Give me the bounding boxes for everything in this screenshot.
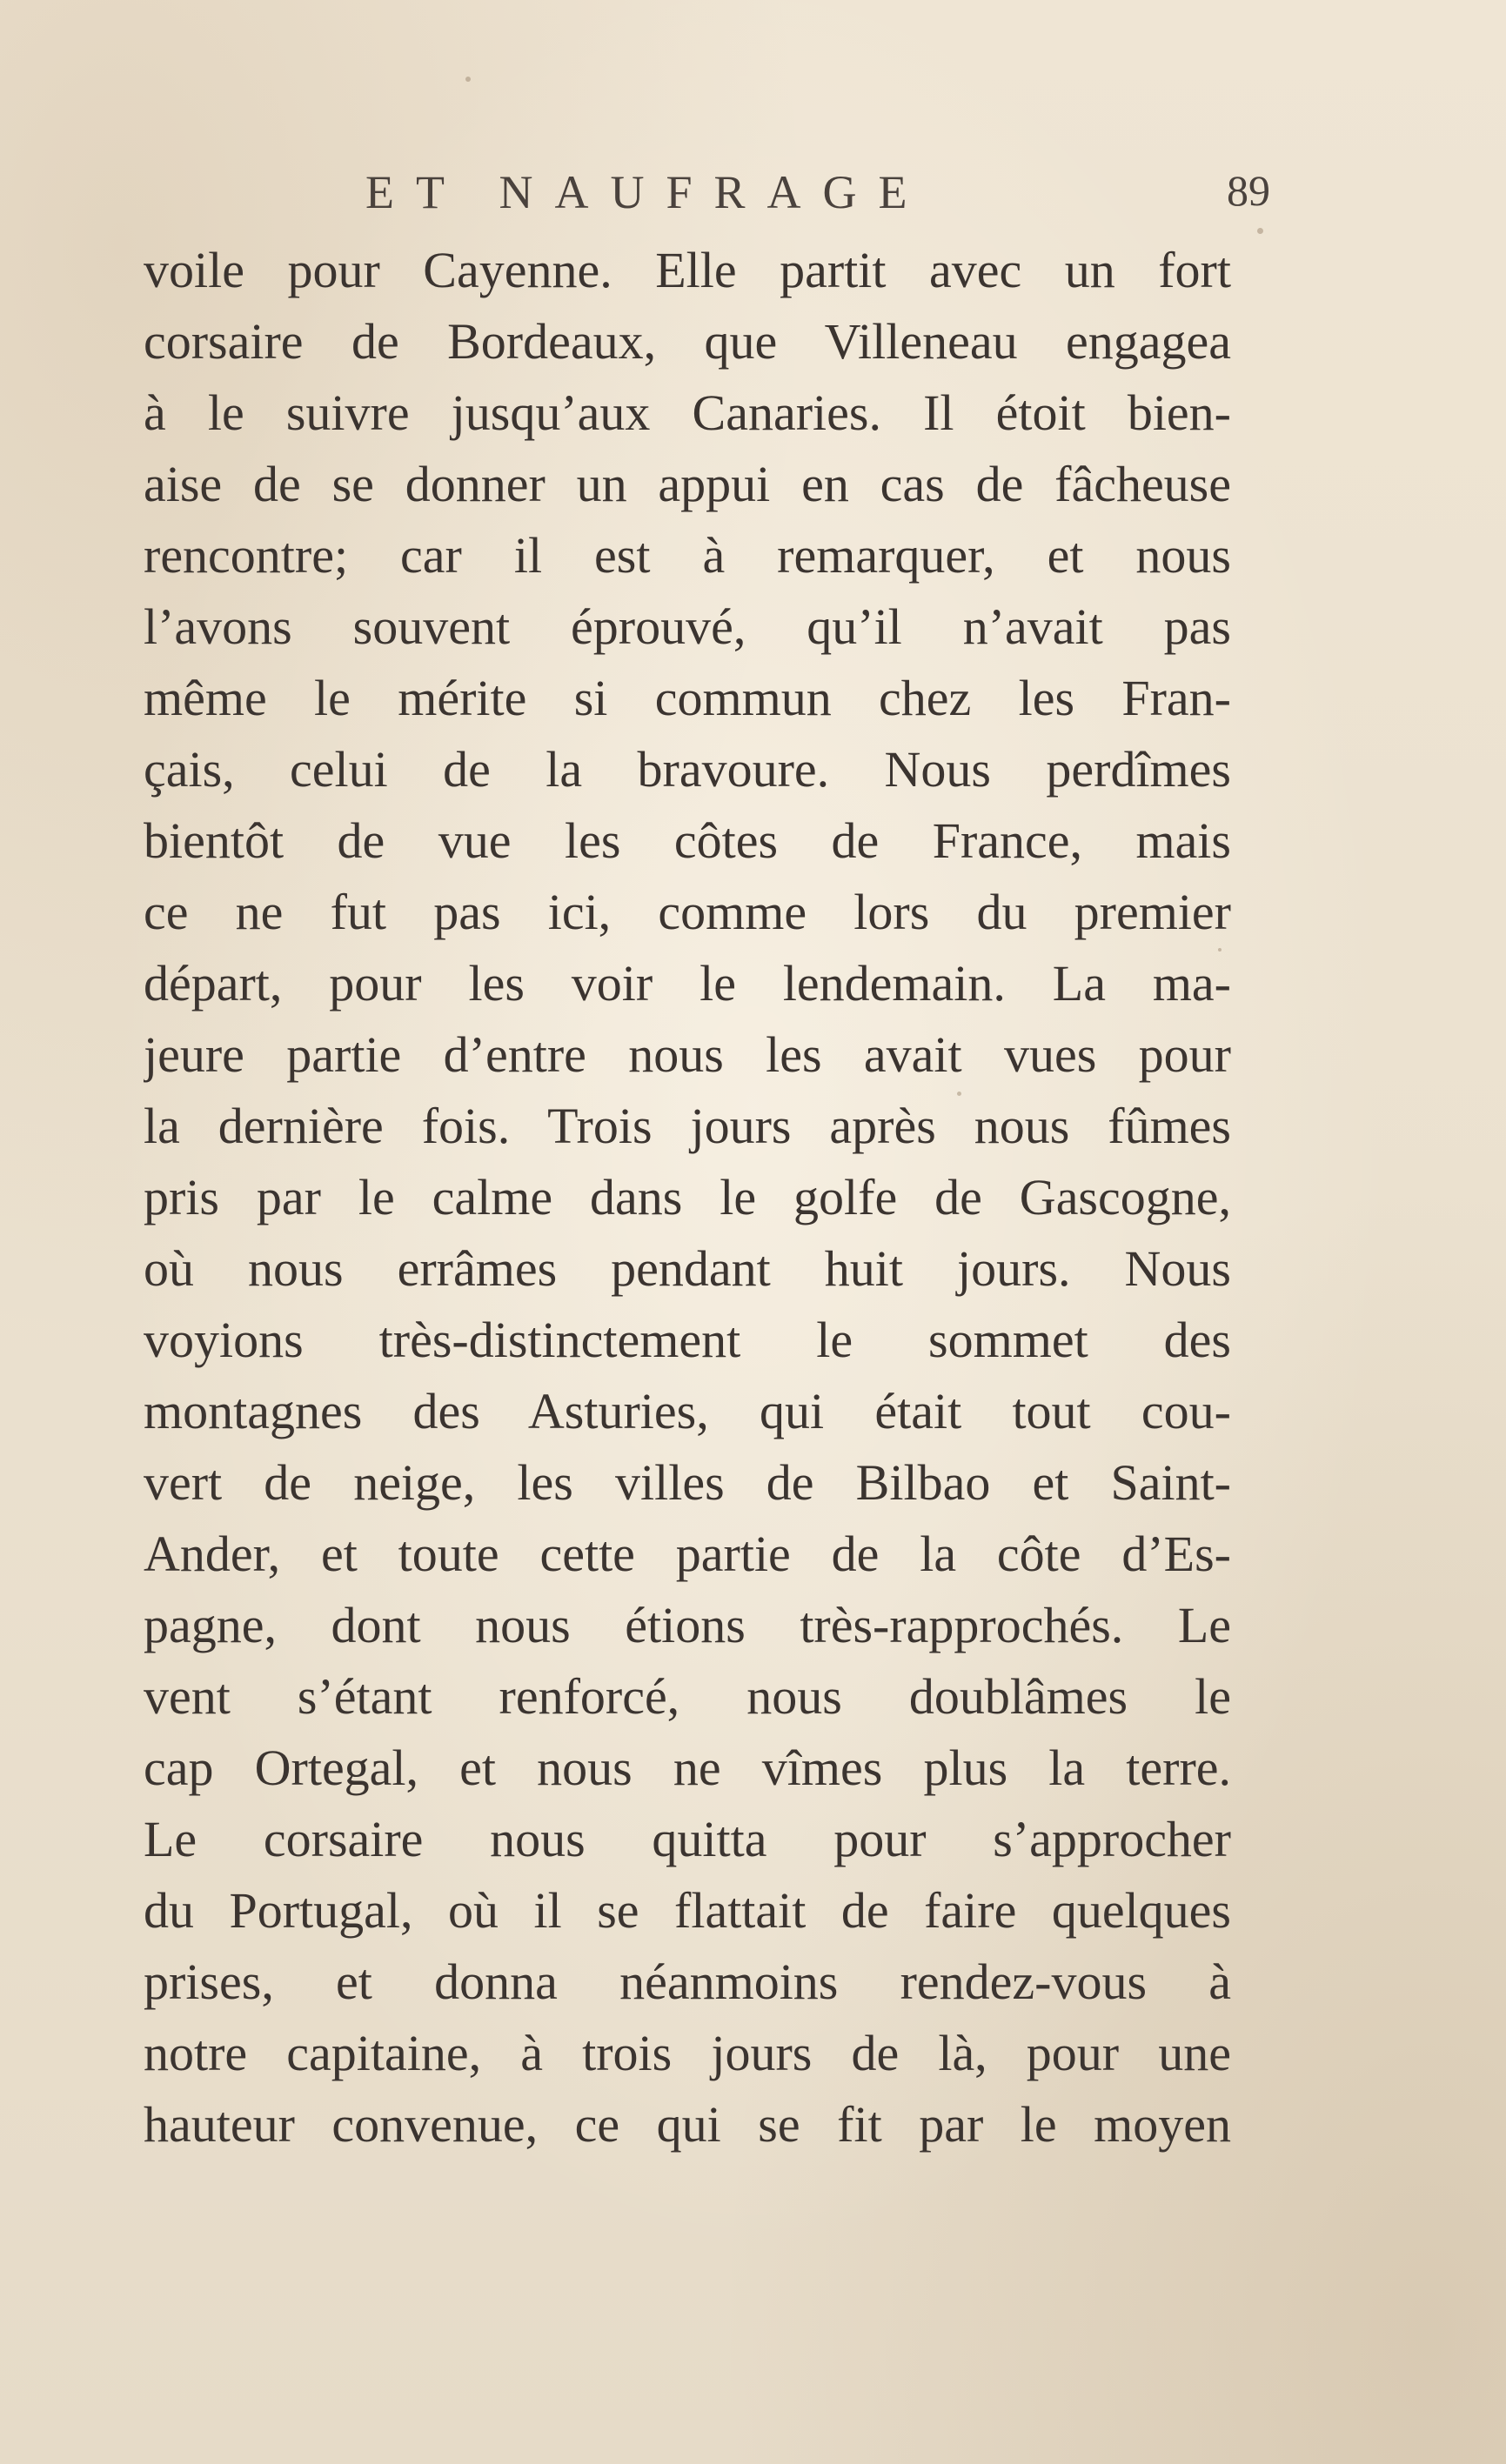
text-line: vert de neige, les villes de Bilbao et Saint- (144, 1454, 1231, 1511)
text-line: jeure partie d’entre nous les avait vues pour (144, 1026, 1231, 1083)
text-line: vent s’étant renforcé, nous doublâmes le (144, 1668, 1231, 1725)
text-line: même le mérite si commun chez les Fran- (144, 670, 1231, 726)
text-line: cap Ortegal, et nous ne vîmes plus la terre. (144, 1739, 1231, 1796)
text-line: voyions très-distinctement le sommet des (144, 1312, 1231, 1368)
text-line: çais, celui de la bravoure. Nous perdîmes (144, 741, 1231, 798)
running-title: ET NAUFRAGE (365, 166, 929, 218)
text-line: rencontre; car il est à remarquer, et nous (144, 527, 1231, 584)
text-line: hauteur convenue, ce qui se fit par le moyen (144, 2096, 1231, 2153)
text-line: montagnes des Asturies, qui était tout cou- (144, 1383, 1231, 1439)
text-line: départ, pour les voir le lendemain. La ma- (144, 955, 1231, 1012)
text-line: aise de se donner un appui en cas de fâcheuse (144, 456, 1231, 512)
text-line: voile pour Cayenne. Elle partit avec un fort (144, 242, 1231, 298)
text-line: corsaire de Bordeaux, que Villeneau engagea (144, 313, 1231, 370)
paper-speck (1257, 228, 1263, 234)
page-header (365, 165, 1270, 226)
text-line: où nous errâmes pendant huit jours. Nous (144, 1240, 1231, 1297)
text-line: pagne, dont nous étions très-rapprochés. Le (144, 1597, 1231, 1653)
text-line: prises, et donna néanmoins rendez-vous à (144, 1953, 1231, 2010)
body-text (144, 235, 1231, 2160)
text-line: notre capitaine, à trois jours de là, pour une (144, 2025, 1231, 2081)
text-line: Ander, et toute cette partie de la côte d’Es- (144, 1526, 1231, 1582)
paper-speck (957, 1092, 961, 1096)
page-number: 89 (1227, 166, 1270, 215)
text-line: Le corsaire nous quitta pour s’approcher (144, 1811, 1231, 1867)
paper-speck (1218, 948, 1222, 952)
text-line: la dernière fois. Trois jours après nous fûmes (144, 1098, 1231, 1154)
text-line: bientôt de vue les côtes de France, mais (144, 812, 1231, 869)
text-line: du Portugal, où il se flattait de faire quelques (144, 1882, 1231, 1939)
paper-speck (465, 77, 471, 82)
text-line: à le suivre jusqu’aux Canaries. Il étoit bien- (144, 384, 1231, 441)
text-line: l’avons souvent éprouvé, qu’il n’avait pas (144, 598, 1231, 655)
text-line: ce ne fut pas ici, comme lors du premier (144, 884, 1231, 940)
text-line: pris par le calme dans le golfe de Gascogne, (144, 1169, 1231, 1225)
